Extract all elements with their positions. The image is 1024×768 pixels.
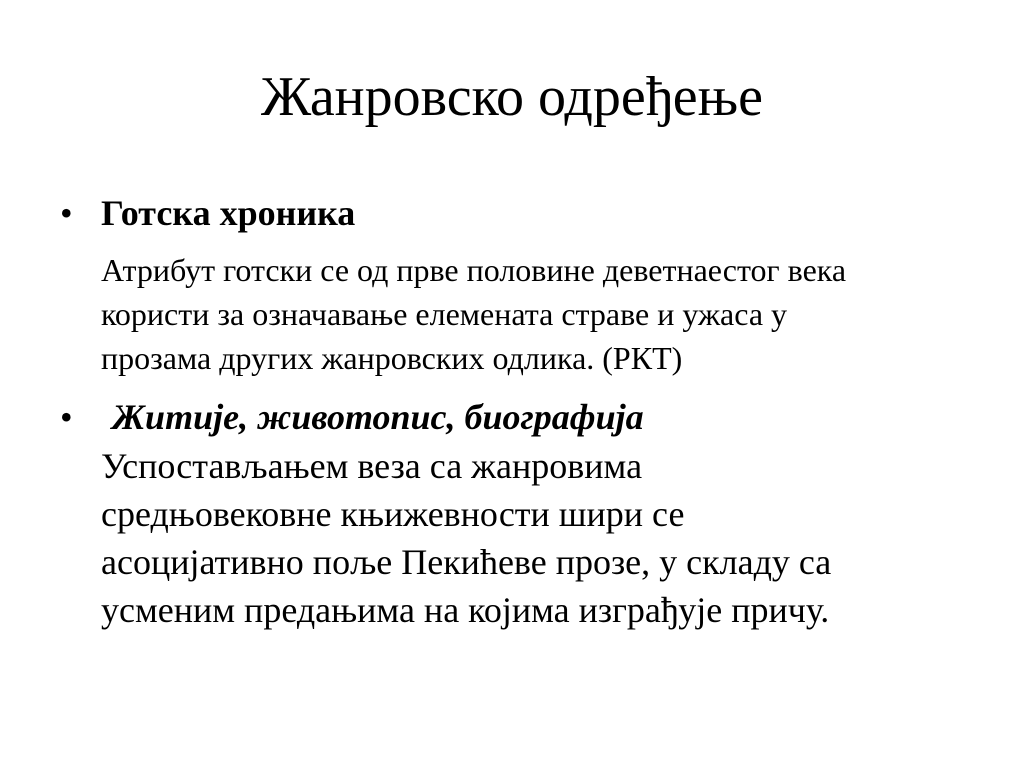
body-line: усменим предањима на којима изграђује причу. bbox=[101, 590, 830, 630]
bullet-heading: Житије, животопис, биографија bbox=[112, 397, 644, 437]
body-line: средњовековне књижевности шири се bbox=[101, 494, 685, 534]
body-line: користи за означавање елемената страве и ужаса у bbox=[101, 296, 788, 332]
bullet-body-text bbox=[101, 248, 981, 380]
body-line: прозама других жанровских одлика. (РКТ) bbox=[101, 340, 683, 376]
bullet-point-icon: • bbox=[60, 193, 73, 233]
slide-title: Жанровско одређење bbox=[261, 66, 763, 128]
body-line: Успостављањем веза са жанровима bbox=[101, 446, 643, 486]
bullet-heading: Готска хроника bbox=[101, 193, 356, 233]
bullet-point-icon: • bbox=[60, 397, 73, 437]
body-line: асоцијативно поље Пекићеве прозе, у складу са bbox=[101, 542, 832, 582]
body-line: Атрибут готски се од прве половине деветнаестог века bbox=[101, 252, 847, 288]
bullet-body-text bbox=[101, 442, 981, 634]
